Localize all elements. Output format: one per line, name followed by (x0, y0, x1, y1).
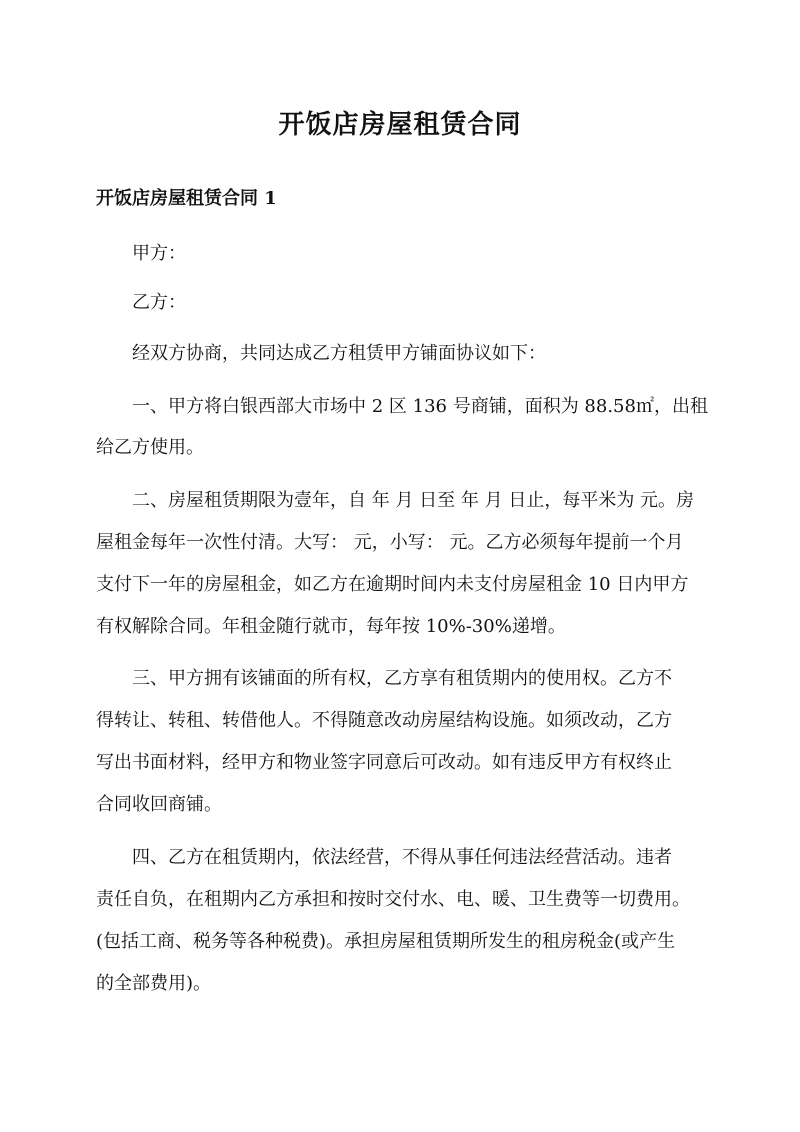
party-a-line: 甲方： (132, 243, 186, 264)
clause-4-line: 的全部费用)。 (96, 973, 212, 994)
clause-3-line: 三、甲方拥有该铺面的所有权，乙方享有租赁期内的使用权。乙方不 (132, 668, 672, 689)
section-heading: 开饭店房屋租赁合同 1 (96, 188, 277, 209)
clause-3-line: 得转让、转租、转借他人。不得随意改动房屋结构设施。如须改动，乙方 (96, 710, 672, 731)
document-title: 开饭店房屋租赁合同 (278, 110, 522, 140)
clause-4-line: (包括工商、税务等各种税费)。承担房屋租赁期所发生的租房税金(或产生 (96, 931, 676, 952)
clause-3-line: 写出书面材料，经甲方和物业签字同意后可改动。如有违反甲方有权终止 (96, 752, 672, 773)
party-b-line: 乙方： (132, 292, 186, 313)
clause-4-line: 四、乙方在租赁期内，依法经营，不得从事任何违法经营活动。违者 (132, 847, 672, 868)
clause-2-line: 有权解除合同。年租金随行就市，每年按 10%-30%递增。 (96, 616, 566, 637)
clause-2-line: 屋租金每年一次性付清。大写： 元，小写： 元。乙方必须每年提前一个月 (96, 532, 684, 553)
clause-2-line: 支付下一年的房屋租金，如乙方在逾期时间内未支付房屋租金 10 日内甲方 (96, 574, 689, 595)
clause-1-line: 给乙方使用。 (96, 437, 204, 458)
clause-4-line: 责任自负，在租期内乙方承担和按时交付水、电、暖、卫生费等一切费用。 (96, 889, 690, 910)
clause-3-line: 合同收回商铺。 (96, 794, 222, 815)
clause-2-line: 二、房屋租赁期限为壹年，自 年 月 日至 年 月 日止，每平米为 元。房 (132, 490, 695, 511)
agreement-intro: 经双方协商，共同达成乙方租赁甲方铺面协议如下： (132, 343, 546, 364)
clause-1-line: 一、甲方将白银西部大市场中 2 区 136 号商铺，面积为 88.58㎡，出租 (132, 396, 708, 417)
